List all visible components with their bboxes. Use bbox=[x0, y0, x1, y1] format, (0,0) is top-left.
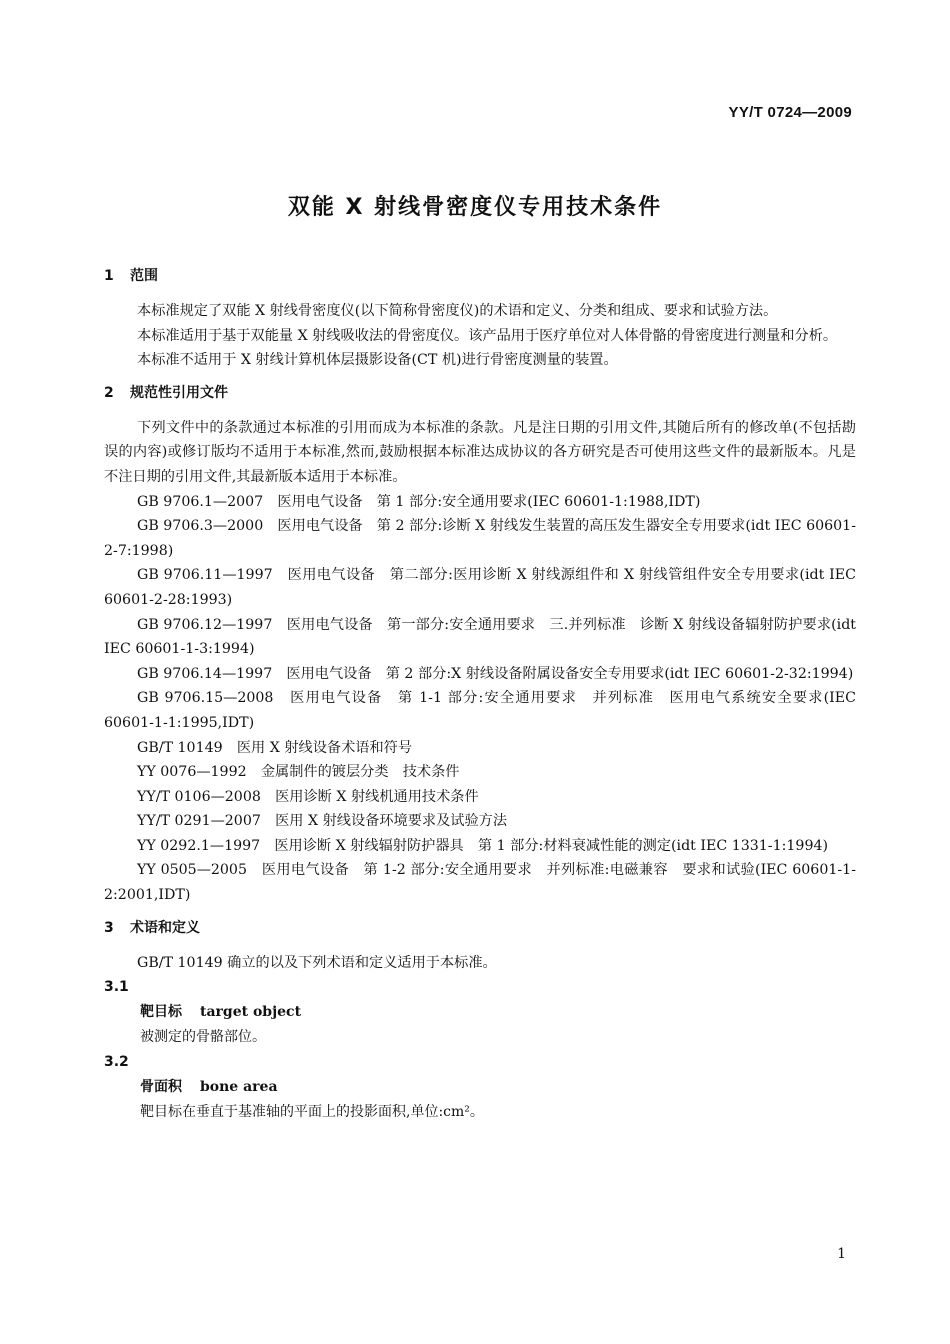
document-title: 双能 X 射线骨密度仪专用技术条件 bbox=[287, 195, 663, 220]
term-definition: 靶目标在垂直于基准轴的平面上的投影面积,单位:cm²。 bbox=[140, 1104, 484, 1121]
term-zh: 骨面积 bbox=[140, 1079, 182, 1096]
paragraph: 下列文件中的条款通过本标准的引用而成为本标准的条款。凡是注日期的引用文件,其随后所有的修改单(不包括勘误的内容)或修订版均不适用于本标准,然而,鼓励根据本标准达成协议的各方研究是否可使用这些文件的最新版本。凡是不注日期的引用文件,其最新版本适用于本标准。 bbox=[104, 419, 856, 485]
reference-item: GB 9706.11—1997 医用电气设备 第二部分:医用诊断 X 射线源组件和 X 射线管组件安全专用要求(idt IEC 60601-2-28:1993) bbox=[104, 567, 856, 608]
reference-item: YY/T 0291—2007 医用 X 射线设备环境要求及试验方法 bbox=[137, 813, 508, 830]
reference-item: YY 0505—2005 医用电气设备 第 1-2 部分:安全通用要求 并列标准:电磁兼容 要求和试验(IEC 60601-1-2:2001,IDT) bbox=[104, 862, 856, 904]
term-heading bbox=[104, 1075, 856, 1100]
section-number: 2 bbox=[104, 384, 114, 401]
section-title: 规范性引用文件 bbox=[130, 384, 228, 401]
reference-item: GB 9706.3—2000 医用电气设备 第 2 部分:诊断 X 射线发生装置的高压发生器安全专用要求(idt IEC 60601-2-7:1998) bbox=[104, 518, 856, 559]
term-number: 3.1 bbox=[104, 979, 129, 996]
reference-item: YY 0076—1992 金属制件的镀层分类 技术条件 bbox=[137, 764, 460, 781]
reference-item: YY/T 0106—2008 医用诊断 X 射线机通用技术条件 bbox=[137, 788, 479, 805]
term-heading bbox=[104, 1000, 856, 1025]
paragraph: GB/T 10149 确立的以及下列术语和定义适用于本标准。 bbox=[137, 954, 497, 971]
section-number: 1 bbox=[104, 268, 114, 284]
term-en: target object bbox=[200, 1004, 302, 1021]
reference-item: GB 9706.14—1997 医用电气设备 第 2 部分:X 射线设备附属设备安全专用要求(idt IEC 60601-2-32:1994) bbox=[137, 665, 854, 682]
paragraph: 本标准不适用于 X 射线计算机体层摄影设备(CT 机)进行骨密度测量的装置。 bbox=[137, 352, 618, 369]
section-title: 术语和定义 bbox=[130, 919, 200, 936]
page-number: 1 bbox=[837, 1246, 846, 1262]
reference-item: GB/T 10149 医用 X 射线设备术语和符号 bbox=[137, 739, 413, 756]
document-body bbox=[104, 264, 856, 1125]
term-number: 3.2 bbox=[104, 1054, 129, 1071]
paragraph: 本标准规定了双能 X 射线骨密度仪(以下简称骨密度仪)的术语和定义、分类和组成、要求和试验方法。 bbox=[137, 303, 778, 319]
reference-item: GB 9706.12—1997 医用电气设备 第一部分:安全通用要求 三.并列标准 诊断 X 射线设备辐射防护要求(idt IEC 60601-1-3:1994) bbox=[104, 616, 856, 658]
term-zh: 靶目标 bbox=[140, 1004, 182, 1021]
section-3-heading bbox=[104, 916, 856, 940]
section-2-heading bbox=[104, 381, 856, 405]
section-1-heading bbox=[104, 264, 856, 288]
reference-item: YY 0292.1—1997 医用诊断 X 射线辐射防护器具 第 1 部分:材料衰减性能的测定(idt IEC 1331-1:1994) bbox=[137, 837, 829, 854]
section-title: 范围 bbox=[130, 268, 158, 284]
term-en: bone area bbox=[200, 1079, 278, 1096]
term-definition: 被测定的骨骼部位。 bbox=[140, 1029, 266, 1046]
reference-item: GB 9706.1—2007 医用电气设备 第 1 部分:安全通用要求(IEC 60601-1:1988,IDT) bbox=[137, 493, 701, 510]
paragraph: 本标准适用于基于双能量 X 射线吸收法的骨密度仪。该产品用于医疗单位对人体骨骼的骨密度进行测量和分析。 bbox=[137, 327, 838, 344]
standard-number: YY/T 0724—2009 bbox=[728, 104, 852, 121]
section-number: 3 bbox=[104, 919, 114, 936]
reference-item: GB 9706.15—2008 医用电气设备 第 1-1 部分:安全通用要求 并列标准 医用电气系统安全要求(IEC 60601-1-1:1995,IDT) bbox=[104, 690, 856, 731]
